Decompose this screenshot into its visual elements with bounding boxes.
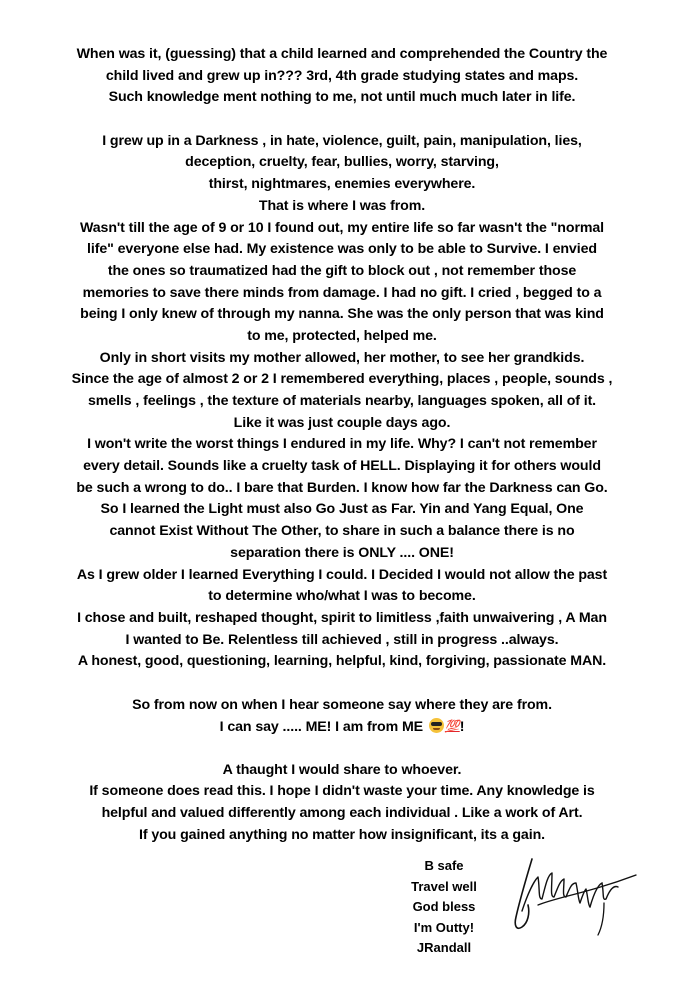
letter-line: cannot Exist Without The Other, to share in such a balance there is no <box>109 523 575 540</box>
letter-line: A honest, good, questioning, learning, helpful, kind, forgiving, passionate MAN. <box>77 653 607 670</box>
letter-line: Wasn't till the age of 9 or 10 I found out, my entire life so far wasn't the "normal <box>79 219 605 236</box>
letter-line: A thaught I would share to whoever. <box>222 761 462 778</box>
letter-line: life" everyone else had. My existence was only to be able to Survive. I envied <box>87 241 597 258</box>
letter-line: When was it, (guessing) that a child learned and comprehended the Country the <box>76 46 608 62</box>
letter-line: As I grew older I learned Everything I could. I Decided I would not allow the past <box>76 566 608 583</box>
letter-line: separation there is ONLY .... ONE! <box>230 544 454 561</box>
letter-line: to determine who/what I was to become. <box>208 588 476 605</box>
letter-body <box>24 44 660 846</box>
signoff-line: B safe <box>424 858 464 873</box>
letter-line: the ones so traumatized had the gift to block out , not remember those <box>107 262 577 279</box>
letter-line: helpful and valued differently among each individual . Like a work of Art. <box>101 805 583 822</box>
letter-line: So from now on when I hear someone say where they are from. <box>132 696 552 713</box>
letter-line: Like it was just couple days ago. <box>233 414 451 431</box>
hundred-points-icon: 💯 <box>444 719 460 734</box>
letter-line: be such a wrong to do.. I bare that Burden. I know how far the Darkness can Go. <box>76 479 608 496</box>
letter-line: That is where I was from. <box>258 197 426 214</box>
letter-line: Since the age of almost 2 or 2 I remembered everything, places , people, sounds , <box>71 371 613 388</box>
letter-line: to me, protected, helped me. <box>247 327 437 344</box>
letter-line: Such knowledge ment nothing to me, not until much much later in life. <box>108 89 576 106</box>
letter-line: smells , feelings , the texture of materials nearby, languages spoken, all of it. <box>87 393 597 409</box>
letter-line: If you gained anything no matter how insignificant, its a gain. <box>139 826 545 843</box>
sunglasses-face-icon <box>429 718 444 733</box>
signature-icon <box>508 853 640 939</box>
blank-line <box>24 738 660 760</box>
blank-line <box>24 109 660 131</box>
signoff-block <box>402 856 486 959</box>
letter-line: I grew up in a Darkness , in hate, violence, guilt, pain, manipulation, lies, <box>102 132 582 149</box>
letter-line: I chose and built, reshaped thought, spirit to limitless ,faith unwaivering , A Man <box>77 609 607 626</box>
signoff-line: I'm Outty! <box>413 919 475 935</box>
signoff-line: Travel well <box>411 878 477 894</box>
letter-line: Only in short visits my mother allowed, her mother, to see her grandkids. <box>99 349 585 366</box>
letter-line: I won't write the worst things I endured in my life. Why? I can't not remember <box>87 436 597 453</box>
signoff-line: God bless <box>412 899 476 914</box>
closing-text: I can say ..... ME! I am from ME <box>219 719 424 736</box>
letter-line: being I only knew of through my nanna. She was the only person that was kind <box>80 306 604 323</box>
letter-line: I wanted to Be. Relentless till achieved , still in progress ..always. <box>125 631 559 648</box>
signoff-name: JRandall <box>416 940 472 955</box>
letter-line: So I learned the Light must also Go Just as Far. Yin and Yang Equal, One <box>100 501 584 518</box>
letter-line: child lived and grew up in??? 3rd, 4th grade studying states and maps. <box>105 67 579 84</box>
letter-line: thirst, nightmares, enemies everywhere. <box>208 176 476 193</box>
letter-line: If someone does read this. I hope I didn't waste your time. Any knowledge is <box>89 783 595 800</box>
letter-line: memories to save there minds from damage. I had no gift. I cried , begged to a <box>82 284 602 301</box>
letter-line: deception, cruelty, fear, bullies, worry, starving, <box>185 154 499 171</box>
letter-line: every detail. Sounds like a cruelty task of HELL. Displaying it for others would <box>83 458 601 475</box>
closing-suffix: ! <box>459 719 465 736</box>
closing-line <box>24 716 660 738</box>
blank-line <box>24 673 660 695</box>
